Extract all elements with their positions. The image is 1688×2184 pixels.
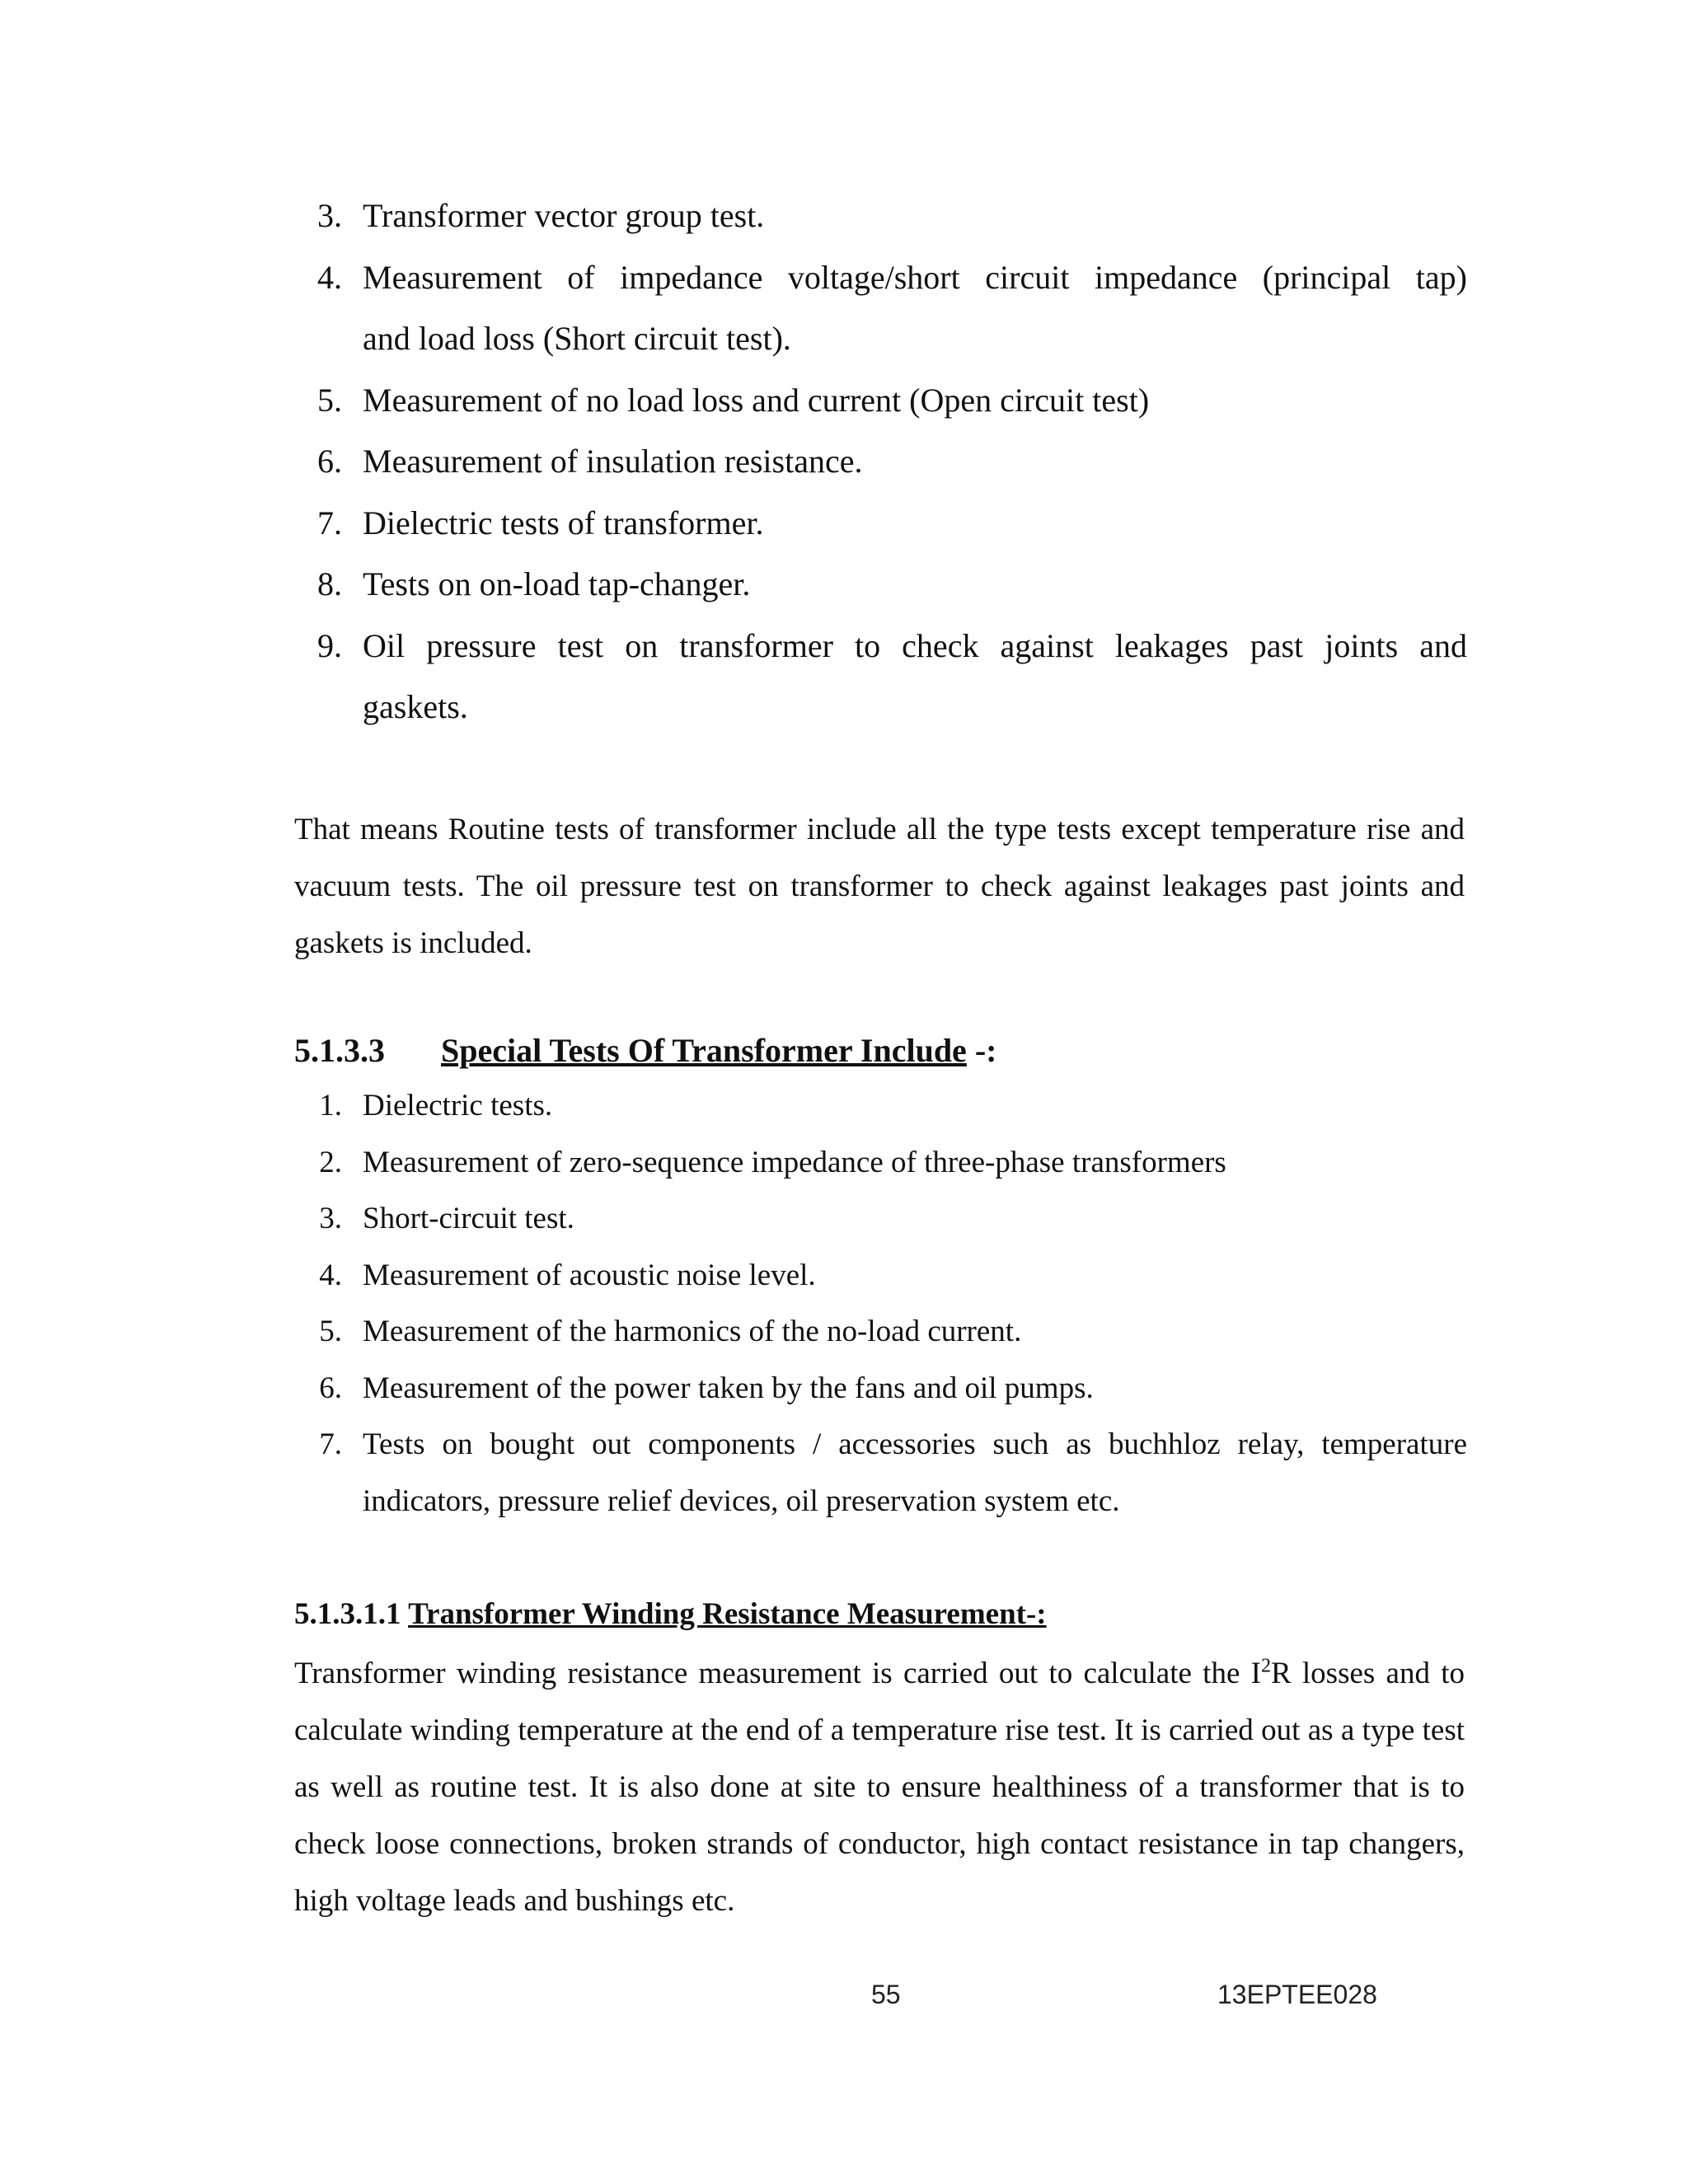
- list-item-number: 6.: [317, 443, 342, 480]
- winding-resistance-paragraph: [294, 1645, 1465, 1929]
- list-item-text: indicators, pressure relief devices, oil preservation system etc.: [363, 1483, 1120, 1518]
- paragraph-text-start: Transformer winding resistance measurement is carried out to calculate the I: [294, 1657, 1261, 1690]
- routine-tests-paragraph: That means Routine tests of transformer include all the type tests except temperature rise and vacuum tests. The oil pressure test on transformer to check against leakages past joints and gaskets is included.: [294, 813, 1465, 960]
- list-item-text: Measurement of zero-sequence impedance of three-phase transformers: [363, 1145, 1226, 1179]
- list-item: [0, 370, 1688, 432]
- list-item-number: 3.: [317, 197, 342, 234]
- list-item: [0, 1135, 1688, 1192]
- list-item-number: 7.: [319, 1427, 342, 1461]
- subsection-title: Transformer Winding Resistance Measurement-:: [408, 1597, 1047, 1631]
- list-item: [0, 247, 1688, 309]
- list-item-text: Short-circuit test.: [363, 1202, 574, 1235]
- routine-tests-list: [0, 185, 1688, 738]
- list-item-text: Measurement of impedance voltage/short circuit impedance (principal tap): [363, 258, 1467, 296]
- list-item-number: 5.: [319, 1315, 342, 1348]
- list-item: [0, 1304, 1688, 1361]
- section-title: Special Tests Of Transformer Include: [441, 1032, 967, 1069]
- list-item-number: 3.: [319, 1202, 342, 1235]
- list-item-text: Dielectric tests of transformer.: [363, 504, 764, 541]
- list-item-number: 1.: [319, 1089, 342, 1122]
- list-item-text: Measurement of the power taken by the fans and oil pumps.: [363, 1371, 1094, 1405]
- list-item-text: Tests on bought out components / accessories such as buchhloz relay, temperature: [363, 1427, 1467, 1461]
- special-tests-heading: [294, 1030, 996, 1071]
- subsection-number: 5.1.3.1.1: [294, 1597, 401, 1631]
- list-item-number: 2.: [319, 1145, 342, 1179]
- list-item-text: Tests on on-load tap-changer.: [363, 565, 751, 602]
- list-item: [0, 1417, 1688, 1474]
- list-item-number: 9.: [317, 626, 342, 664]
- list-item-text: Measurement of the harmonics of the no-load current.: [363, 1315, 1022, 1348]
- list-item-number: 4.: [319, 1258, 342, 1292]
- list-item: [0, 185, 1688, 247]
- list-item: [0, 493, 1688, 555]
- list-item: [0, 308, 1688, 370]
- page-number: 55: [871, 1980, 901, 2009]
- list-item-text: and load loss (Short circuit test).: [363, 320, 791, 357]
- list-item-text: Dielectric tests.: [363, 1089, 553, 1122]
- roll-number: 13EPTEE028: [1217, 1980, 1377, 2009]
- list-item-text: gaskets.: [363, 688, 468, 725]
- list-item-number: 8.: [317, 565, 342, 602]
- list-item: [0, 1361, 1688, 1418]
- paragraph-text-rest: R losses and to calculate winding temperature at the end of a temperature rise test. It is carried out as a type test as well as routine test. It is also done at site to ensure healthiness of a transformer that is to check loose connections, broken strands of conductor, high contact resistance in tap changers, high voltage leads and bushings etc.: [294, 1657, 1465, 1918]
- special-tests-list: [0, 1078, 1688, 1530]
- list-item-text: Measurement of no load loss and current (Open circuit test): [363, 381, 1150, 419]
- list-item-text: Measurement of insulation resistance.: [363, 443, 863, 480]
- list-item: [0, 677, 1688, 738]
- list-item: [0, 1191, 1688, 1248]
- list-item-text: Oil pressure test on transformer to check against leakages past joints and: [363, 626, 1467, 664]
- list-item-text: Transformer vector group test.: [363, 197, 765, 234]
- list-item: [0, 554, 1688, 616]
- list-item: [0, 431, 1688, 493]
- list-item: [0, 616, 1688, 677]
- list-item: [0, 1248, 1688, 1305]
- list-item: [0, 1474, 1688, 1530]
- list-item: [0, 1078, 1688, 1135]
- list-item-number: 5.: [317, 381, 342, 419]
- list-item-number: 4.: [317, 258, 342, 296]
- list-item-number: 7.: [317, 504, 342, 541]
- section-suffix: -:: [966, 1032, 997, 1069]
- winding-resistance-heading: [294, 1595, 1047, 1634]
- section-number: 5.1.3.3: [294, 1032, 385, 1069]
- superscript-two: 2: [1260, 1655, 1271, 1677]
- list-item-number: 6.: [319, 1371, 342, 1405]
- list-item-text: Measurement of acoustic noise level.: [363, 1258, 816, 1292]
